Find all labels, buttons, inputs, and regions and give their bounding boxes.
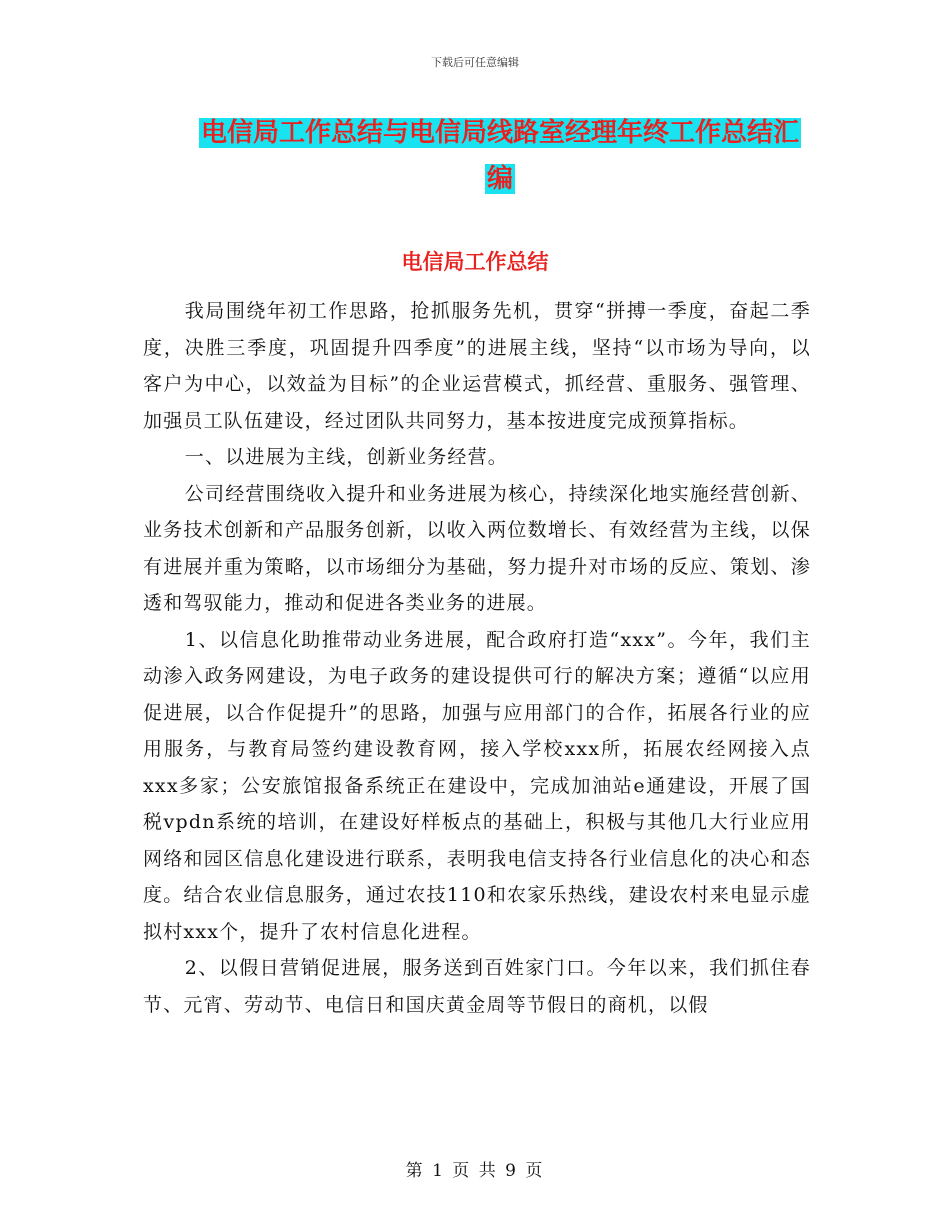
paragraph: 1、以信息化助推带动业务进展，配合政府打造“xxx”。今年，我们主动渗入政务网建设，为电子政务的建设提供可行的解决方案；遵循“以应用促进展，以合作促提升”的思路，加强与应用部门的合作，拓展各行业的应用服务，与教育局签约建设教育网，接入学校xxx所，拓展农经网接入点xxx多家；公安旅馆报备系统正在建设中，完成加油站e通建设，开展了国税vpdn系统的培训，在建设好样板点的基础上，积极与其他几大行业应用网络和园区信息化建设进行联系，表明我电信支持各行业信息化的决心和态度。结合农业信息服务，通过农技110和农家乐热线，建设农村来电显示虚拟村xxx个，提升了农村信息化进程。 xyxy=(143,628,811,943)
body-text xyxy=(143,293,811,1023)
paragraph: 2、以假日营销促进展，服务送到百姓家门口。今年以来，我们抓住春节、元宵、劳动节、电信日和国庆黄金周等节假日的商机，以假 xyxy=(143,957,811,1016)
paragraph: 一、以进展为主线，创新业务经营。 xyxy=(184,446,508,468)
main-title xyxy=(190,110,810,202)
page-footer: 第 1 页 共 9 页 xyxy=(405,1161,545,1181)
main-title-line1: 电信局工作总结与电信局线路室经理年终工作总结汇 xyxy=(200,118,799,148)
paragraph: 公司经营围绕收入提升和业务进展为核心，持续深化地实施经营创新、业务技术创新和产品服务创新，以收入两位数增长、有效经营为主线，以保有进展并重为策略，以市场细分为基础，努力提升对市场的反应、策划、渗透和驾驭能力，推动和促进各类业务的进展。 xyxy=(143,482,811,614)
section-title: 电信局工作总结 xyxy=(401,249,549,274)
header-note: 下载后可任意编辑 xyxy=(431,56,519,69)
paragraph: 我局围绕年初工作思路，抢抓服务先机，贯穿“拼搏一季度，奋起二季度，决胜三季度，巩固提升四季度”的进展主线，坚持“以市场为导向，以客户为中心，以效益为目标”的企业运营模式，抓经营、重服务、强管理、加强员工队伍建设，经过团队共同努力，基本按进度完成预算指标。 xyxy=(143,300,811,432)
main-title-line2: 编 xyxy=(486,164,513,194)
